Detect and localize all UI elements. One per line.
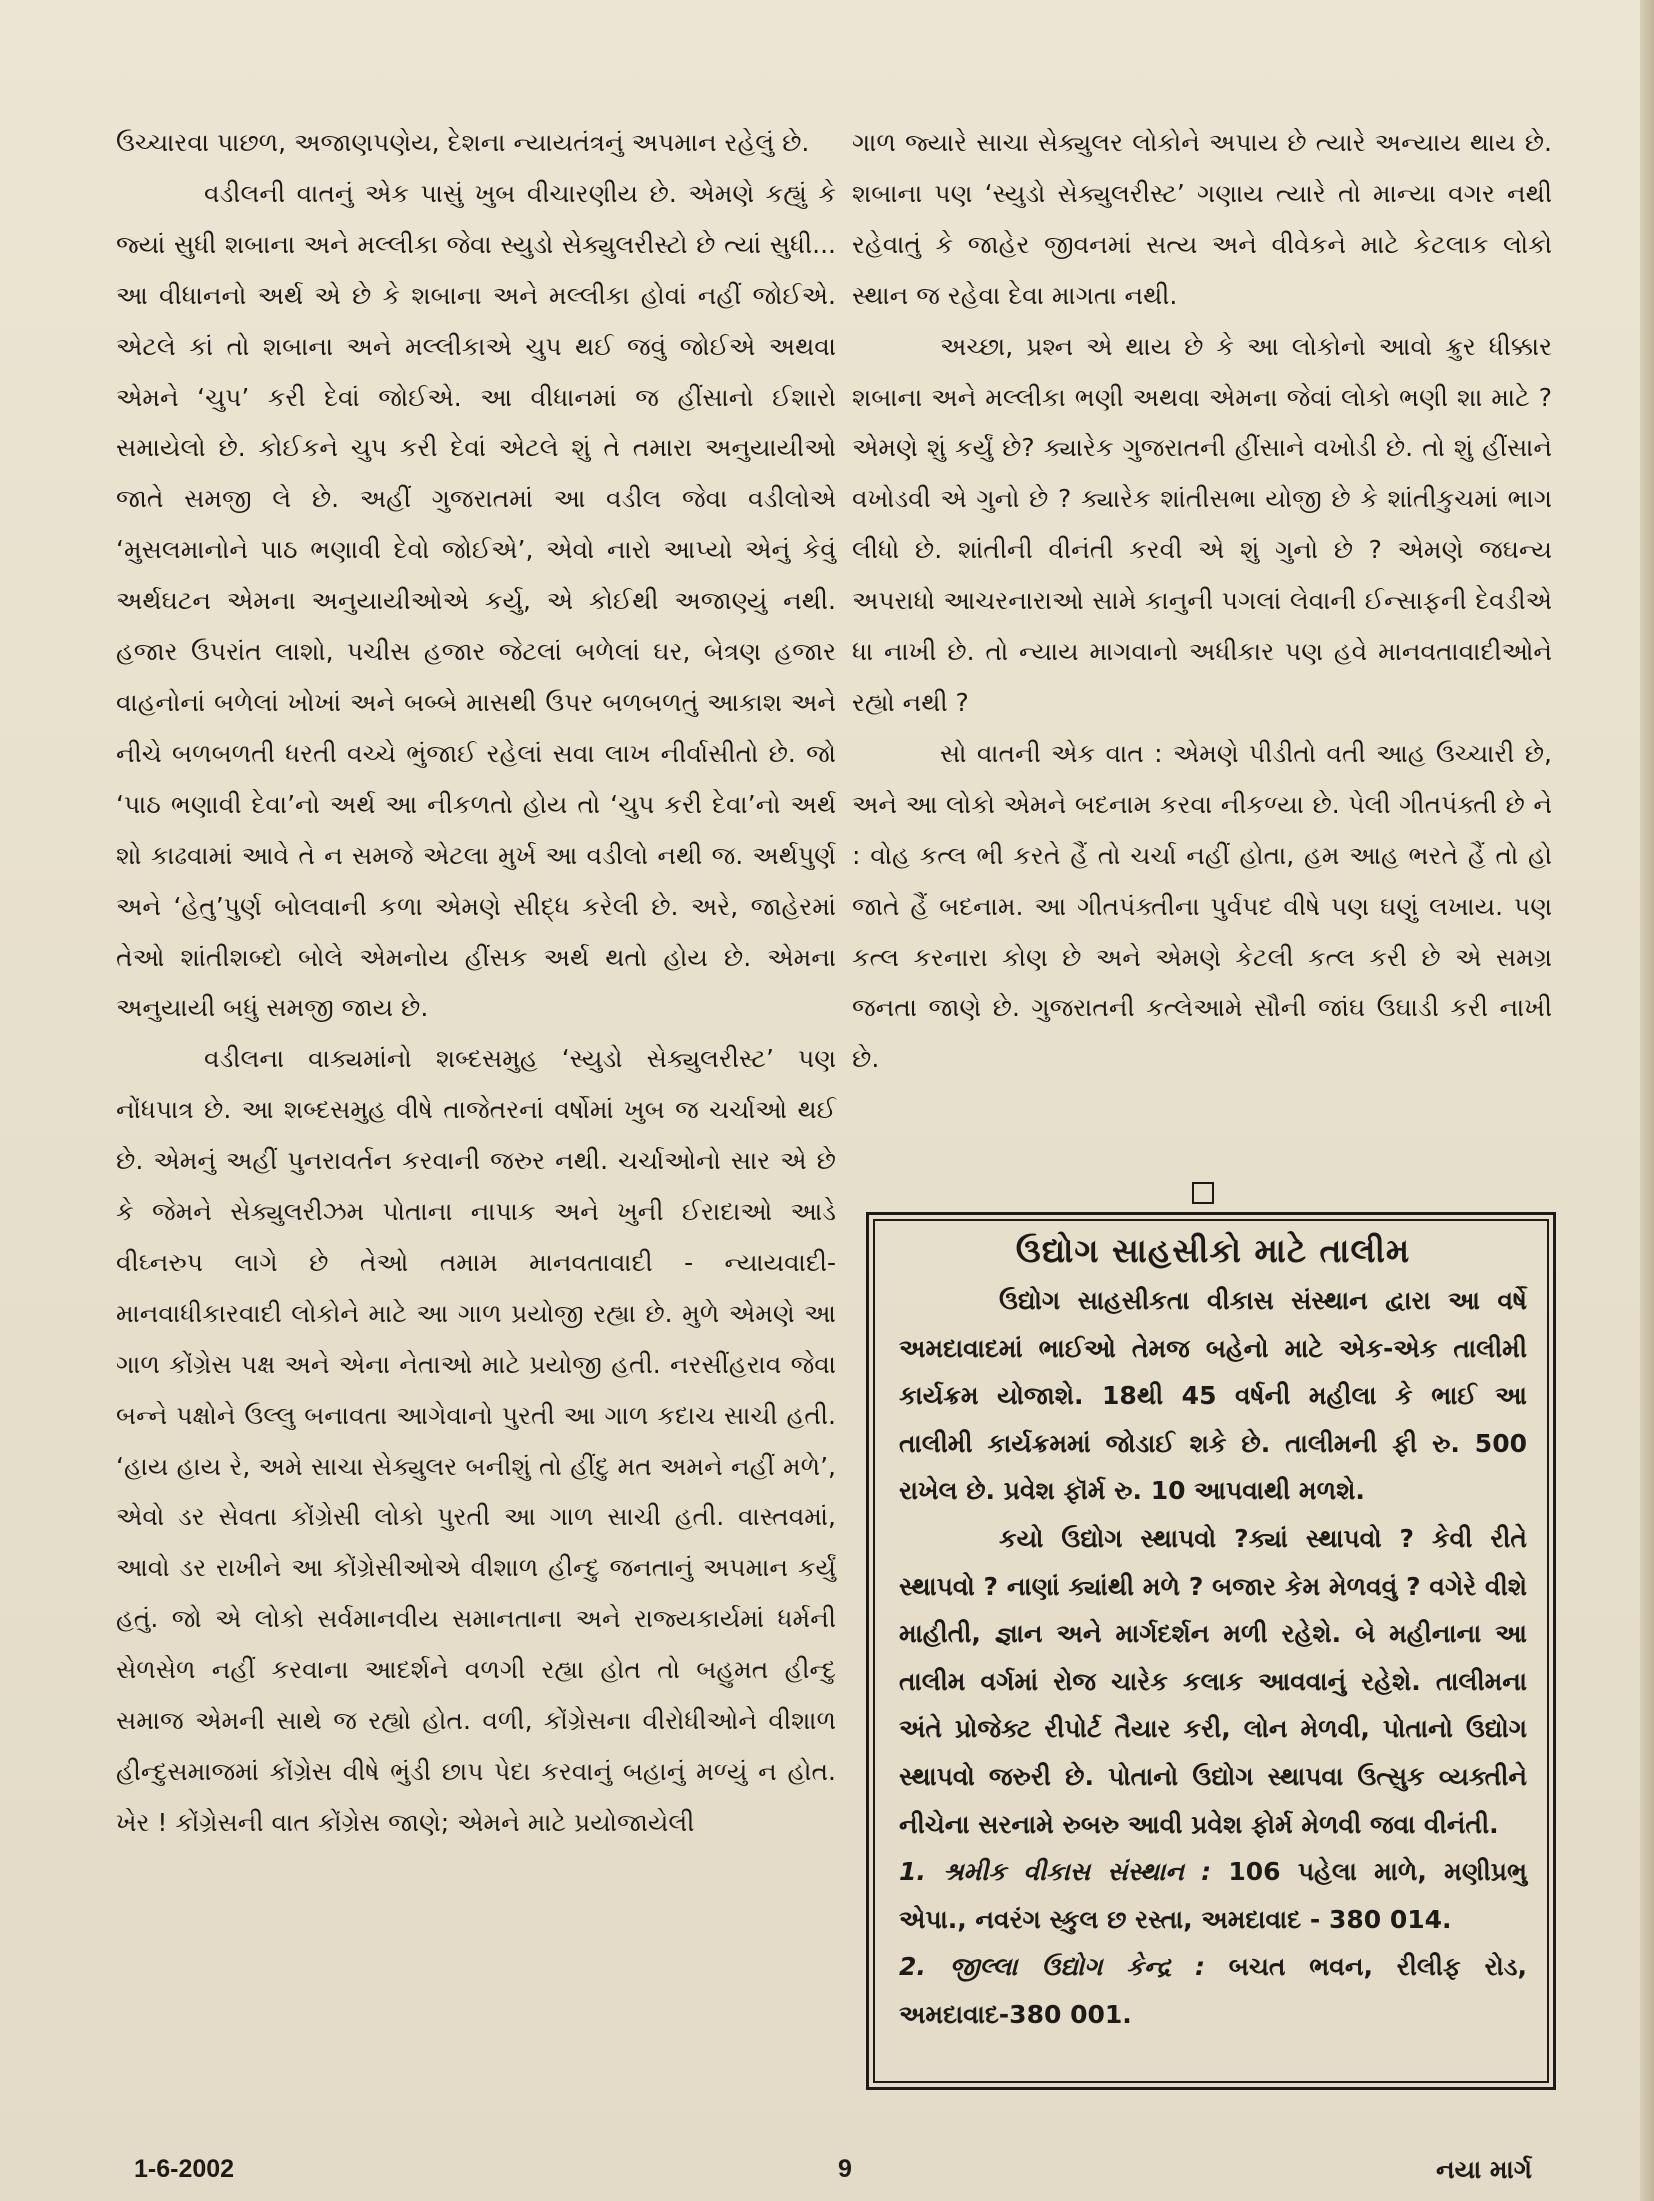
paragraph: ગાળ જ્યારે સાચા સેક્યુલર લોકોને અપાય છે ત્યારે અન્યાય થાય છે. શબાના પણ ‘સ્યુડો સેક્યુલરીસ્ટ’ ગણાય ત્યારે તો માન્યા વગર નથી રહેવાતું કે જાહેર જીવનમાં સત્ય અને વીવેકને માટે કેટલાક લોકો સ્થાન જ રહેવા દેવા માગતા નથી. xyxy=(852,128,1552,310)
page-edge xyxy=(1640,0,1654,2201)
paragraph: ઉચ્ચારવા પાછળ, અજાણપણેય, દેશના ન્યાયતંત્રનું અપમાન રહેલું છે. xyxy=(116,128,810,157)
notice-paragraph: કયો ઉદ્યોગ સ્થાપવો ?ક્યાં સ્થાપવો ? કેવી રીતે સ્થાપવો ? નાણાં ક્યાંથી મળે ? બજાર કેમ મેળવવું ? વગેરે વીશે માહીતી, જ્ઞાન અને માર્ગદર્શન મળી રહેશે. બે મહીનાના આ તાલીમ વર્ગમાં રોજ ચારેક કલાક આવવાનું રહેશે. તાલીમના અંતે પ્રોજેક્ટ રીપોર્ટ તૈયાર કરી, લોન મેળવી, પોતાનો ઉદ્યોગ સ્થાપવો જરુરી છે. પોતાનો ઉદ્યોગ સ્થાપવા ઉત્સુક વ્યક્તીને નીચેના સરનામે રુબરુ આવી પ્રવેશ ફોર્મ મેળવી જવા વીનંતી. xyxy=(899,1523,1527,1839)
training-notice-box xyxy=(866,1212,1556,2090)
page-number: 9 xyxy=(838,2155,852,2183)
left-column xyxy=(116,118,836,1849)
paragraph: વડીલની વાતનું એક પાસું ખુબ વીચારણીય છે. એમણે કહ્યું કે જ્યાં સુધી શબાના અને મલ્લીકા જેવા સ્યુડો સેક્યુલરીસ્ટો છે ત્યાં સુધી... આ વીધાનનો અર્થ એ છે કે શબાના અને મલ્લીકા હોવાં નહીં જોઈએ. એટલે કાં તો શબાના અને મલ્લીકાએ ચુપ થઈ જવું જોઈએ અથવા એમને ‘ચુપ’ કરી દેવાં જોઈએ. આ વીધાનમાં જ હીંસાનો ઈશારો સમાયેલો છે. કોઈકને ચુપ કરી દેવાં એટલે શું તે તમારા અનુયાયીઓ જાતે સમજી લે છે. અહીં ગુજરાતમાં આ વડીલ જેવા વડીલોએ ‘મુસલમાનોને પાઠ ભણાવી દેવો જોઈએ’, એવો નારો આપ્યો એનું કેવું અર્થઘટન એમના અનુયાયીઓએ કર્યુ, એ કોઈથી અજાણ્યું નથી. હજાર ઉપરાંત લાશો, પચીસ હજાર જેટલાં બળેલાં ઘર, બેત્રણ હજાર વાહનોનાં બળેલાં ખોખાં અને બબ્બે માસથી ઉપર બળબળતું આકાશ અને નીચે બળબળતી ધરતી વચ્ચે ભુંજાઈ રહેલાં સવા લાખ નીર્વાસીતો છે. જો ‘પાઠ ભણાવી દેવા’નો અર્થ આ નીકળતો હોય તો ‘ચુપ કરી દેવા’નો અર્થ શો કાઢવામાં આવે તે ન સમજે એટલા મુર્ખ આ વડીલો નથી જ. અર્થપુર્ણ અને ‘હેતુ’પુર્ણ બોલવાની કળા એમણે સીદ્ધ કરેલી છે. અરે, જાહેરમાં તેઓ શાંતીશબ્દો બોલે એમનોય હીંસક અર્થ થતો હોય છે. એમના અનુયાયી બધું સમજી જાય છે. xyxy=(116,178,836,1023)
paragraph: અચ્છા, પ્રશ્ન એ થાય છે કે આ લોકોનો આવો ક્રુર ધીક્કાર શબાના અને મલ્લીકા ભણી અથવા એમના જેવાં લોકો ભણી શા માટે ? એમણે શું કર્યું છે? ક્યારેક ગુજરાતની હીંસાને વખોડી છે. તો શું હીંસાને વખોડવી એ ગુનો છે ? ક્યારેક શાંતીસભા યોજી છે કે શાંતીકુચમાં ભાગ લીધો છે. શાંતીની વીનંતી કરવી એ શું ગુનો છે ? એમણે જઘન્ય અપરાધો આચરનારાઓ સામે કાનુની પગલાં લેવાની ઈન્સાફની દેવડીએ ધા નાખી છે. તો ન્યાય માગવાનો અધીકાર પણ હવે માનવતાવાદીઓને રહ્યો નથી ? xyxy=(852,331,1552,717)
article-end-square-icon xyxy=(1192,1182,1214,1204)
right-column xyxy=(852,118,1552,1085)
address-label: 2. જીલ્લા ઉદ્યોગ કેન્દ્ર : xyxy=(899,1952,1205,1982)
address-label: 1. શ્રમીક વીકાસ સંસ્થાન : xyxy=(899,1857,1212,1887)
address-text: 106 પહેલા માળે, મણીપ્રભુ એપા., નવરંગ સ્કુલ છ રસ્તા, અમદાવાદ - 380 014. xyxy=(899,1857,1527,1934)
notice-body xyxy=(899,1277,1527,2039)
paragraph: સો વાતની એક વાત : એમણે પીડીતો વતી આહ ઉચ્ચારી છે, અને આ લોકો એમને બદનામ કરવા નીકળ્યા છે. પેલી ગીતપંક્તી છે ને : વોહ કત્લ ભી કરતે હૈં તો ચર્ચા નહીં હોતા, હમ આહ ભરતે હૈં તો હો જાતે હૈં બદનામ. આ ગીતપંક્તીના પુર્વપદ વીષે પણ ઘણું લખાય. પણ કત્લ કરનારા કોણ છે અને એમણે કેટલી કત્લ કરી છે એ સમગ્ર જનતા જાણે છે. ગુજરાતની કત્લેઆમે સૌની જાંઘ ઉઘાડી કરી નાખી છે. xyxy=(852,738,1552,1074)
notice-title: ઉદ્યોગ સાહસીકો માટે તાલીમ xyxy=(1015,1231,1411,1270)
notice-paragraph: ઉદ્યોગ સાહસીકતા વીકાસ સંસ્થાન દ્વારા આ વર્ષે અમદાવાદમાં ભાઈઓ તેમજ બહેનો માટે એક-એક તાલીમી કાર્યક્રમ યોજાશે. 18થી 45 વર્ષની મહીલા કે ભાઈ આ તાલીમી કાર્યક્રમમાં જોડાઈ શકે છે. તાલીમની ફી રુ. 500 રાખેલ છે. પ્રવેશ ફૉર્મ રુ. 10 આપવાથી મળશે. xyxy=(899,1286,1527,1506)
footer-date: 1-6-2002 xyxy=(134,2155,235,2183)
notice-address xyxy=(899,1943,1527,2038)
magazine-name: નયા માર્ગ xyxy=(1436,2155,1532,2184)
paragraph: વડીલના વાક્યમાંનો શબ્દસમુહ ‘સ્યુડો સેક્યુલરીસ્ટ’ પણ નોંધપાત્ર છે. આ શબ્દસમુહ વીષે તાજેતરનાં વર્ષોમાં ખુબ જ ચર્ચાઓ થઈ છે. એમનું અહીં પુનરાવર્તન કરવાની જરુર નથી. ચર્ચાઓનો સાર એ છે કે જેમને સેક્યુલરીઝમ પોતાના નાપાક અને ખુની ઈરાદાઓ આડે વીઘ્નરુપ લાગે છે તેઓ તમામ માનવતાવાદી - ન્યાયવાદી- માનવાધીકારવાદી લોકોને માટે આ ગાળ પ્રયોજી રહ્યા છે. મુળે એમણે આ ગાળ કોંગ્રેસ પક્ષ અને એના નેતાઓ માટે પ્રયોજી હતી. નરસીંહરાવ જેવા બન્ને પક્ષોને ઉલ્લુ બનાવતા આગેવાનો પુરતી આ ગાળ કદાચ સાચી હતી. ‘હાય હાય રે, અમે સાચા સેક્યુલર બનીશું તો હીંદુ મત અમને નહીં મળે’, એવો ડર સેવતા કોંગ્રેસી લોકો પુરતી આ ગાળ સાચી હતી. વાસ્તવમાં, આવો ડર રાખીને આ કોંગ્રેસીઓએ વીશાળ હીન્દુ જનતાનું અપમાન કર્યું હતું. જો એ લોકો સર્વમાનવીય સમાનતાના અને રાજ્યકાર્યમાં ધર્મની સેળસેળ નહીં કરવાના આદર્શને વળગી રહ્યા હોત તો બહુમત હીન્દુ સમાજ એમની સાથે જ રહ્યો હોત. વળી, કોંગ્રેસના વીરોધીઓને વીશાળ હીન્દુસમાજમાં કોંગ્રેસ વીષે ભુંડી છાપ પેદા કરવાનું બહાનું મળ્યું ન હોત. ખેર ! કોંગ્રેસની વાત કોંગ્રેસ જાણે; એમને માટે પ્રયોજાયેલી xyxy=(116,1044,836,1837)
page-footer xyxy=(0,2155,1654,2195)
notice-address xyxy=(899,1848,1527,1943)
address-text: બચત ભવન, રીલીફ રોડ, અમદાવાદ-380 001. xyxy=(899,1952,1527,2029)
